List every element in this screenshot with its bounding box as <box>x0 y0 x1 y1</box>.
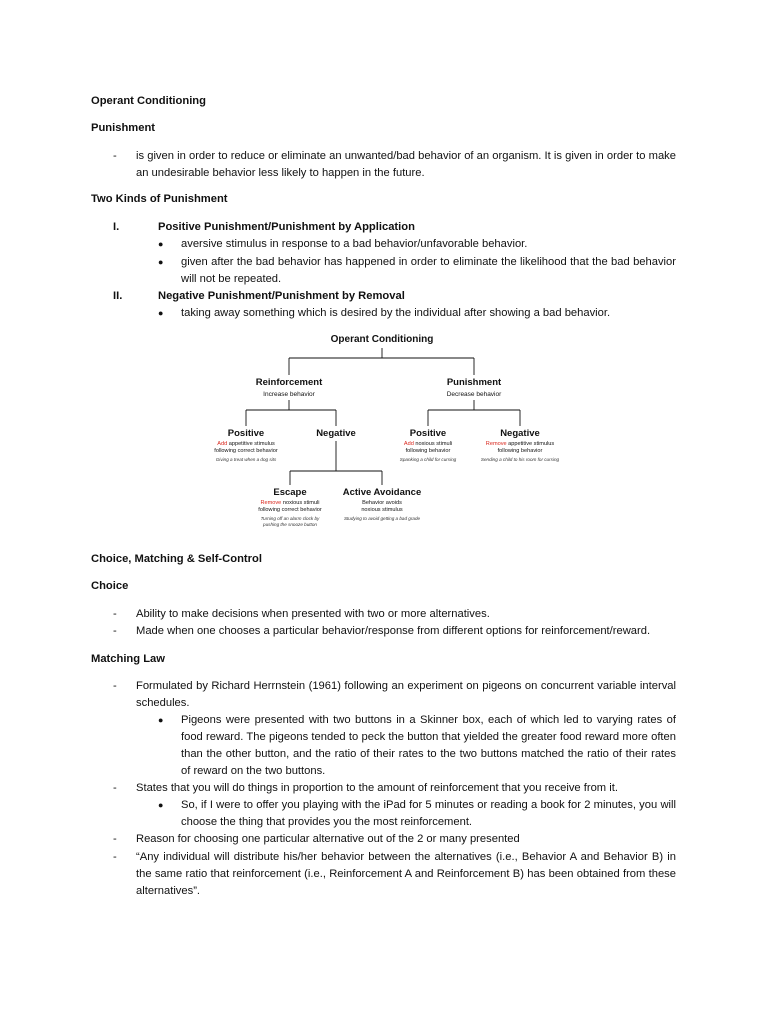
punishment-negative-desc: Remove appetitive stimulus following behavior <box>485 441 555 455</box>
dash-marker: - <box>113 625 117 637</box>
choice-item-2: Made when one chooses a particular behavior/response from different options for reinforcement/reward. <box>136 625 651 637</box>
dash-marker: - <box>113 608 117 620</box>
punishment-node: Punishment <box>446 377 502 388</box>
negative-punishment-title: Negative Punishment/Punishment by Removal <box>158 290 405 302</box>
dash-marker: - <box>113 150 117 162</box>
matching-law-title: Matching Law <box>91 653 165 665</box>
dash-marker: - <box>113 833 117 845</box>
punishment-definition: is given in order to reduce or eliminate an unwanted/bad behavior of an organism. It is given in order to make an undesirable behavior less likely to happen in the future. <box>136 150 676 179</box>
bullet-icon: ● <box>158 239 164 249</box>
matching-item-1: Formulated by Richard Herrnstein (1961) following an experiment on pigeons on concurrent variable interval schedules. <box>136 680 676 709</box>
operant-conditioning-diagram <box>190 330 580 535</box>
positive-punishment-title: Positive Punishment/Punishment by Application <box>158 221 415 233</box>
punishment-positive-node: Positive <box>409 428 447 439</box>
dash-marker: - <box>113 680 117 692</box>
reinforcement-positive-desc: Add appetitive stimulus following correct behavior <box>214 441 278 455</box>
active-avoidance-node: Active Avoidance <box>342 487 422 498</box>
punishment-title: Punishment <box>91 122 156 134</box>
punishment-sub: Decrease behavior <box>446 391 502 398</box>
choice-title: Choice <box>91 580 129 592</box>
escape-desc: Remove noxious stimuli following correct behavior <box>258 500 322 514</box>
choice-section-title: Choice, Matching & Self-Control <box>91 553 262 565</box>
active-avoidance-example: Studying to avoid getting a bad grade <box>343 516 421 521</box>
bullet-icon: ● <box>158 308 164 318</box>
punishment-positive-desc: Add noxious stimuli following behavior <box>403 441 453 455</box>
numeral-one: I. <box>113 221 120 233</box>
choice-item-1: Ability to make decisions when presented with two or more alternatives. <box>136 608 490 620</box>
positive-bullet-2: given after the bad behavior has happened in order to eliminate the likelihood that the bad behavior will not be repeated. <box>181 256 676 285</box>
diagram-title: Operant Conditioning <box>330 334 434 345</box>
reinforcement-negative-node: Negative <box>316 428 356 439</box>
page-heading: Operant Conditioning <box>91 95 206 107</box>
punishment-positive-example: Spanking a child for cursing <box>399 457 457 462</box>
matching-item-4: “Any individual will distribute his/her behavior between the alternatives (i.e., Behavior A and Behavior B) in the same ratio that reinforcement (i.e., Reinforcement A and Reinforcement B) has been obtained from these alternatives”. <box>136 851 676 897</box>
punishment-negative-example: Sending a child to his room for cursing <box>480 457 560 462</box>
bullet-icon: ● <box>158 800 164 810</box>
bullet-icon: ● <box>158 715 164 725</box>
matching-item-2: States that you will do things in proportion to the amount of reinforcement that you receive from it. <box>136 782 618 794</box>
negative-bullet-1: taking away something which is desired by the individual after showing a bad behavior. <box>181 307 611 319</box>
reinforcement-positive-example: Giving a treat when a dog sits <box>215 457 277 462</box>
matching-item-1-bullet: Pigeons were presented with two buttons in a Skinner box, each of which led to varying rates of food reward. The pigeons tended to peck the button that yielded the greater food reward more often than the other button, and the ratio of their rates to the two buttons matched the ratio of their rates of reward on the two buttons. <box>181 714 676 777</box>
reinforcement-positive-node: Positive <box>227 428 265 439</box>
punishment-negative-node: Negative <box>500 428 540 439</box>
matching-item-3: Reason for choosing one particular alternative out of the 2 or many presented <box>136 833 520 845</box>
reinforcement-sub: Increase behavior <box>263 391 315 398</box>
matching-item-2-bullet: So, if I were to offer you playing with the iPad for 5 minutes or reading a book for 2 minutes, you will choose the thing that provides you the most reinforcement. <box>181 799 676 828</box>
dash-marker: - <box>113 782 117 794</box>
numeral-two: II. <box>113 290 123 302</box>
active-avoidance-desc: Behavior avoids noxious stimulus <box>361 500 403 514</box>
two-kinds-title: Two Kinds of Punishment <box>91 193 228 205</box>
dash-marker: - <box>113 851 117 863</box>
escape-example: Turning off an alarm clock by pushing the snooze button <box>260 516 320 527</box>
reinforcement-node: Reinforcement <box>255 377 323 388</box>
escape-node: Escape <box>273 487 307 498</box>
positive-bullet-1: aversive stimulus in response to a bad behavior/unfavorable behavior. <box>181 238 528 250</box>
bullet-icon: ● <box>158 257 164 267</box>
